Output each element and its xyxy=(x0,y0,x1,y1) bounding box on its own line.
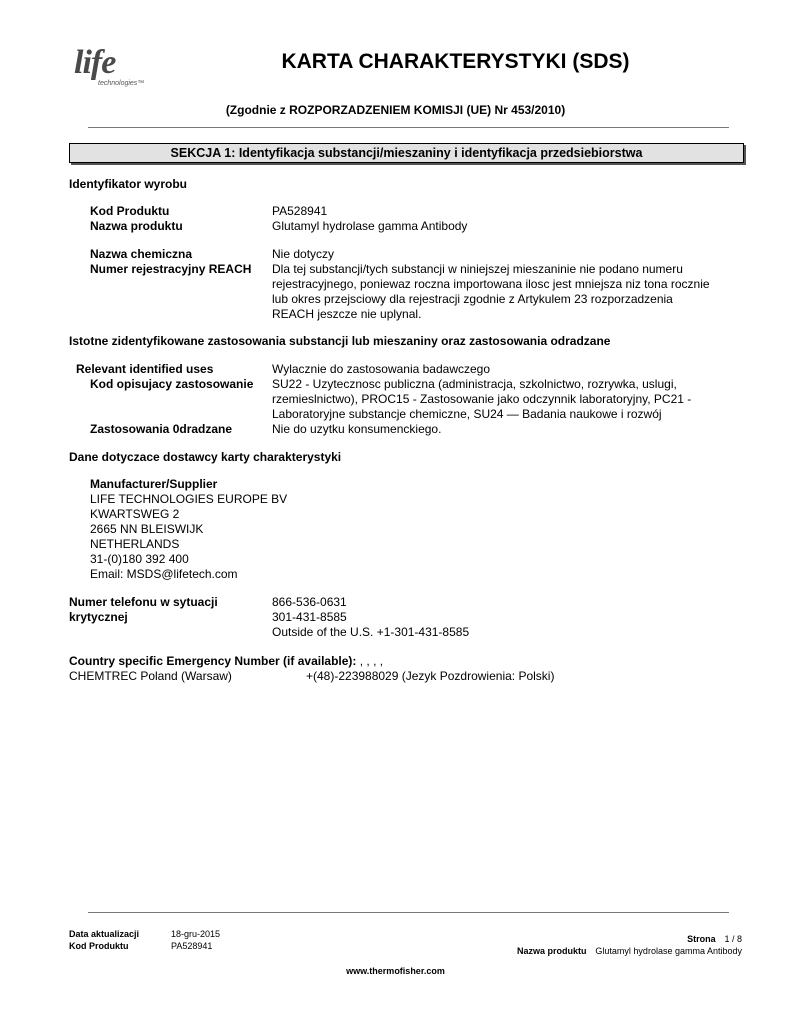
product-identifier-heading: Identyfikator wyrobu xyxy=(69,177,188,191)
reach-text-line: Dla tej substancji/tych substancji w niniejszej mieszaninie nie podano numeru xyxy=(272,262,683,276)
supplier-address-line: KWARTSWEG 2 xyxy=(90,507,180,521)
chemical-name-label: Nazwa chemiczna xyxy=(90,247,193,261)
supplier-address-line: 2665 NN BLEISWIJK xyxy=(90,522,204,536)
document-title: KARTA CHARAKTERYSTYKI (SDS) xyxy=(281,50,630,73)
footer-product-code: PA528941 xyxy=(171,941,213,951)
relevant-uses-label: Relevant identified uses xyxy=(76,362,214,376)
footer-revision-date-label: Data aktualizacji xyxy=(69,929,140,939)
footer-product-name xyxy=(517,941,742,959)
header-divider xyxy=(88,127,729,128)
country-emergency-line xyxy=(69,654,383,669)
footer-product-code-label: Kod Produktu xyxy=(69,941,129,951)
emergency-phone-label: Numer telefonu w sytuacji xyxy=(69,595,218,609)
product-name-value: Glutamyl hydrolase gamma Antibody xyxy=(272,219,468,233)
reach-number-label: Numer rejestracyjny REACH xyxy=(90,262,252,276)
reach-text-line: lub okres przejsciowy dla rejestracji zgodnie z Artykulem 23 rozporzadzenia xyxy=(272,292,673,306)
footer-product-name-label: Nazwa produktu xyxy=(517,946,587,956)
use-code-line: Laboratoryjne substancje chemiczne, SU24 — Badania naukowe i rozwój xyxy=(272,407,662,421)
logo-wordmark: life xyxy=(74,44,116,81)
chemical-name-value: Nie dotyczy xyxy=(272,247,335,261)
footer-product-name-value: Glutamyl hydrolase gamma Antibody xyxy=(595,946,742,956)
supplier-address-line: LIFE TECHNOLOGIES EUROPE BV xyxy=(90,492,288,506)
emergency-phone-label-cont: krytycznej xyxy=(69,610,128,624)
use-code-line: SU22 - Uzytecznosc publiczna (administracja, szkolnictwo, rozrywka, uslugi, xyxy=(272,377,677,391)
footer-divider xyxy=(88,912,729,913)
footer-page-value: 1 / 8 xyxy=(724,934,742,944)
product-name-label: Nazwa produktu xyxy=(90,219,183,233)
regulation-subtitle: (Zgodnie z ROZPORZADZENIEM KOMISJI (UE) Nr 453/2010) xyxy=(225,103,566,117)
relevant-uses-value: Wylacznie do zastosowania badawczego xyxy=(272,362,491,376)
footer-website-link[interactable]: www.thermofisher.com xyxy=(346,966,445,976)
country-emergency-label: Country specific Emergency Number (if available): xyxy=(69,654,357,668)
use-code-line: rzemieslnictwo), PROC15 - Zastosowanie jako odczynnik laboratoryjny, PC21 - xyxy=(272,392,692,406)
reach-text-line: rejestracyjnego, poniewaz roczna importowana ilosc jest mniejsza niz tona rocznie xyxy=(272,277,710,291)
section-1-heading: SEKCJA 1: Identyfikacja substancji/mieszaniny i identyfikacja przedsiebiorstwa xyxy=(69,143,744,163)
footer-revision-date: 18-gru-2015 xyxy=(171,929,221,939)
chemtrec-label: CHEMTREC Poland (Warsaw) xyxy=(69,669,232,683)
product-code-value: PA528941 xyxy=(272,204,328,218)
reach-text-line: REACH jeszcze nie uplynal. xyxy=(272,307,422,321)
supplier-phone: 31-(0)180 392 400 xyxy=(90,552,189,566)
country-emergency-suffix: , , , , xyxy=(356,654,384,668)
supplier-email: Email: MSDS@lifetech.com xyxy=(90,567,238,581)
uses-advised-against-value: Nie do uzytku konsumenckiego. xyxy=(272,422,442,436)
use-code-label: Kod opisujacy zastosowanie xyxy=(90,377,254,391)
supplier-details-heading: Dane dotyczace dostawcy karty charakterystyki xyxy=(69,450,342,464)
emergency-phone-international: Outside of the U.S. +1-301-431-8585 xyxy=(272,625,470,639)
footer-page-label: Strona xyxy=(687,934,716,944)
logo-subtext: technologies™ xyxy=(98,80,145,87)
emergency-phone-number: 866-536-0631 xyxy=(272,595,347,609)
emergency-phone-number: 301-431-8585 xyxy=(272,610,347,624)
chemtrec-value: +(48)-223988029 (Jezyk Pozdrowienia: Polski) xyxy=(306,669,555,683)
manufacturer-label: Manufacturer/Supplier xyxy=(90,477,218,491)
uses-advised-against-label: Zastosowania 0dradzane xyxy=(90,422,233,436)
product-code-label: Kod Produktu xyxy=(90,204,170,218)
life-technologies-logo xyxy=(70,46,160,96)
identified-uses-heading: Istotne zidentyfikowane zastosowania substancji lub mieszaniny oraz zastosowania odradzane xyxy=(69,334,611,348)
supplier-address-line: NETHERLANDS xyxy=(90,537,180,551)
